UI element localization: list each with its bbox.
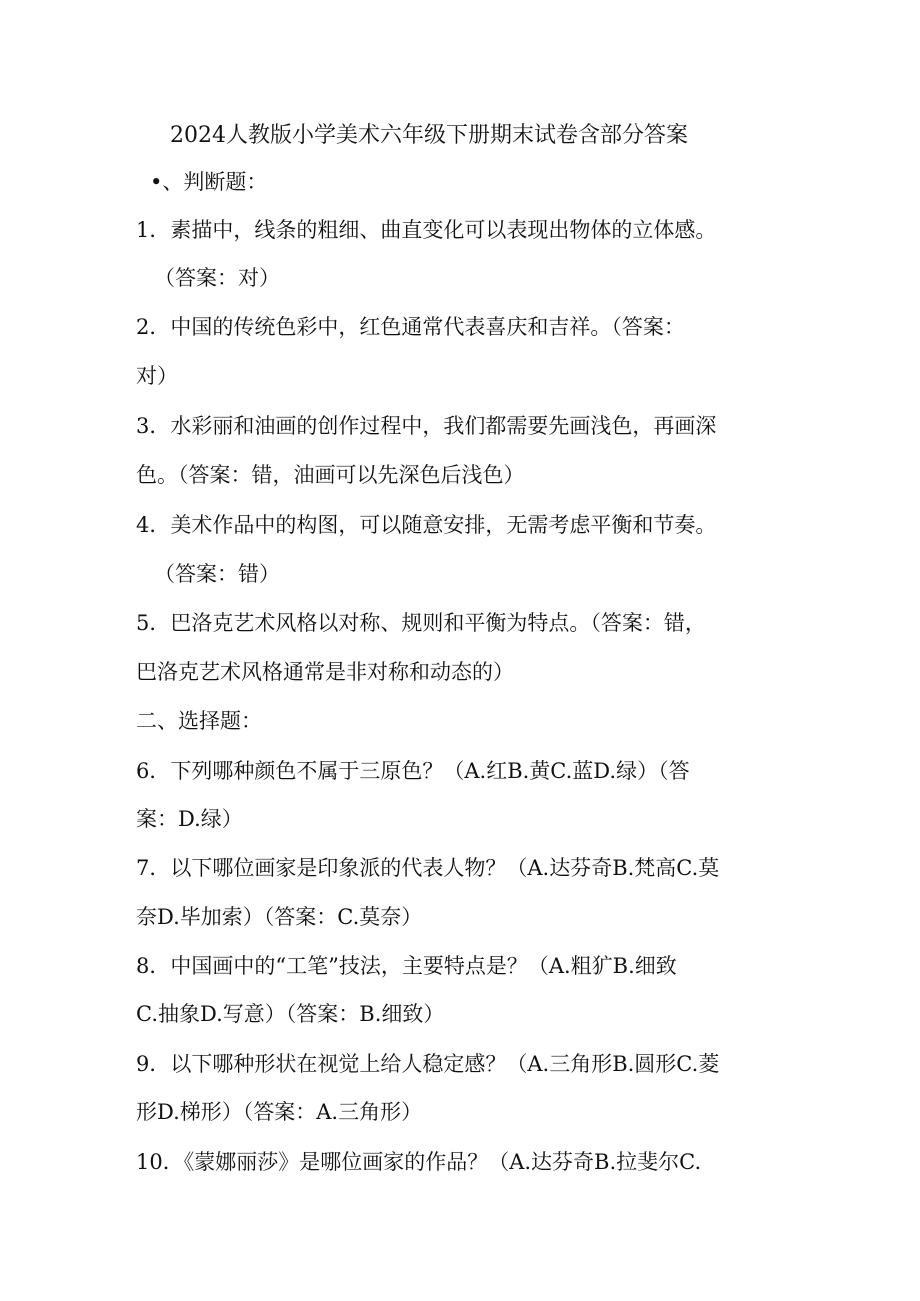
answer-line: （答案：对） xyxy=(154,266,280,290)
question-line: 5．巴洛克艺术风格以对称、规则和平衡为特点。（答案：错， xyxy=(136,611,706,635)
section-heading-judgment: •、判断题： xyxy=(150,170,268,194)
question-line: 6．下列哪种颜色不属于三原色？（A.红B.黄C.蓝D.绿）（答 xyxy=(136,759,690,783)
answer-line: 对） xyxy=(136,364,178,388)
answer-line: （答案：错） xyxy=(154,562,280,586)
answer-line: 巴洛克艺术风格通常是非对称和动态的） xyxy=(136,660,514,684)
answer-line: 形D.梯形）（答案：A.三角形） xyxy=(136,1100,423,1124)
answer-line: C.抽象D.写意）（答案：B.细致） xyxy=(136,1002,445,1026)
question-line: 8．中国画中的“工笔”技法，主要特点是？（A.粗犷B.细致 xyxy=(136,954,677,978)
question-line: 10．《蒙娜丽莎》是哪位画家的作品？（A.达芬奇B.拉斐尔C. xyxy=(136,1150,702,1174)
question-line: 9．以下哪种形状在视觉上给人稳定感？（A.三角形B.圆形C.菱 xyxy=(136,1052,720,1076)
question-line: 1．素描中，线条的粗细、曲直变化可以表现出物体的立体感。 xyxy=(136,218,717,242)
section-heading-choice: 二、选择题： xyxy=(136,709,262,733)
document-title: 2024人教版小学美术六年级下册期末试卷含部分答案 xyxy=(170,123,688,148)
question-line: 4．美术作品中的构图，可以随意安排，无需考虑平衡和节奏。 xyxy=(136,513,717,537)
question-line: 3．水彩丽和油画的创作过程中，我们都需要先画浅色，再画深 xyxy=(136,414,717,438)
question-line: 7．以下哪位画家是印象派的代表人物？（A.达芬奇B.梵高C.莫 xyxy=(136,856,720,880)
answer-line: 案：D.绿） xyxy=(136,807,243,831)
answer-line: 奈D.毕加索）（答案：C.莫奈） xyxy=(136,905,423,929)
question-line: 2．中国的传统色彩中，红色通常代表喜庆和吉祥。（答案： xyxy=(136,315,685,339)
answer-line: 色。（答案：错，油画可以先深色后浅色） xyxy=(136,463,525,487)
